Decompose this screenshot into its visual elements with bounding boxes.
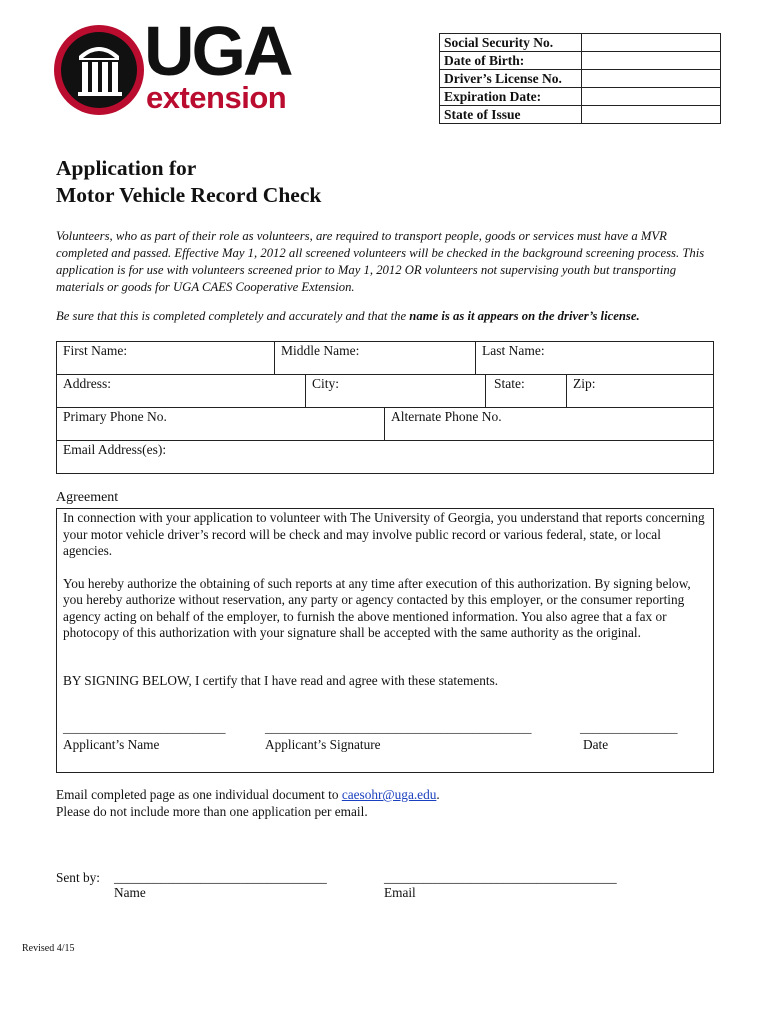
sent-by-name-line[interactable]: ________________________________ [114, 870, 327, 885]
first-name-field[interactable] [56, 341, 275, 375]
dob-label: Date of Birth: [440, 52, 582, 70]
logo-subtitle: extension [146, 80, 287, 115]
instruction-text: Be sure that this is completed completely and accurately and that the [56, 309, 410, 323]
sent-by-section [56, 870, 696, 906]
agreement-heading: Agreement [56, 490, 119, 505]
arch-columns-icon [61, 32, 137, 108]
first-name-label: First Name: [63, 343, 128, 358]
revision-note: Revised 4/15 [22, 943, 75, 954]
email-address-label: Email Address(es): [63, 442, 167, 457]
state-of-issue-field[interactable] [582, 106, 721, 124]
title-line-2: Motor Vehicle Record Check [56, 183, 322, 207]
applicant-signature-line[interactable]: _________________________________________ [265, 720, 532, 735]
logo-wordmark: UGA [144, 12, 291, 90]
zip-field[interactable] [566, 374, 714, 408]
table-row [440, 88, 721, 106]
email-instructions [56, 786, 440, 820]
table-row [440, 52, 721, 70]
last-name-field[interactable] [475, 341, 714, 375]
alternate-phone-field[interactable] [384, 407, 714, 441]
agreement-paragraph-1: In connection with your application to volunteer with The University of Georgia, you understand that reports concerning your motor vehicle driver’s record will be check and may involve public record or various federal, state, or local agencies. [63, 510, 705, 558]
signature-block [63, 720, 707, 760]
city-label: City: [312, 376, 340, 391]
middle-name-label: Middle Name: [281, 343, 360, 358]
email-instruction-text: Email completed page as one individual document to [56, 787, 342, 802]
state-field[interactable] [485, 374, 567, 408]
sent-by-label: Sent by: [56, 870, 100, 885]
sent-by-email-label: Email [384, 885, 416, 900]
intro-paragraph: Volunteers, who as part of their role as volunteers, are required to transport people, goods or services must have a MVR completed and passed. Effective May 1, 2012 all screened volunteers will be checked in the background screening process. This application is for use with volunteers screened prior to May 1, 2012 OR volunteers not supervising youth but transporting materials or goods for UGA CAES Cooperative Extension. [56, 229, 705, 294]
license-number-field[interactable] [582, 70, 721, 88]
date-line[interactable]: _______________ [580, 720, 678, 735]
agreement-box [56, 508, 714, 773]
applicant-name-line[interactable]: _________________________ [63, 720, 226, 735]
ssn-label: Social Security No. [440, 34, 582, 52]
expiration-date-field[interactable] [582, 88, 721, 106]
email-instruction-end: . [436, 787, 440, 802]
page-title [56, 155, 321, 209]
applicant-name-label: Applicant’s Name [63, 737, 160, 752]
address-label: Address: [63, 376, 111, 391]
date-label: Date [583, 737, 609, 752]
state-of-issue-label: State of Issue [440, 106, 582, 124]
title-line-1: Application for [56, 156, 197, 180]
dob-field[interactable] [582, 52, 721, 70]
instruction-emphasis: name is as it appears on the driver’s license. [409, 309, 640, 323]
ssn-field[interactable] [582, 34, 721, 52]
certification-statement: BY SIGNING BELOW, I certify that I have read and agree with these statements. [63, 672, 499, 688]
instruction-paragraph [56, 308, 716, 325]
last-name-label: Last Name: [482, 343, 545, 358]
license-number-label: Driver’s License No. [440, 70, 582, 88]
middle-name-field[interactable] [274, 341, 476, 375]
alternate-phone-label: Alternate Phone No. [391, 409, 502, 424]
agreement-paragraph-2: You hereby authorize the obtaining of such reports at any time after execution of this authorization. By signing below, you hereby authorize without reservation, any party or agency contacted by this employer, or the consumer reporting agency acting on behalf of the employer, to furnish the above mentioned information. You also agree that a fax or photocopy of this authorization with your signature shall be accepted with the same authority as the original. [63, 575, 691, 640]
table-row [440, 106, 721, 124]
primary-phone-field[interactable] [56, 407, 385, 441]
email-link[interactable]: caesohr@uga.edu [341, 787, 437, 802]
applicant-signature-label: Applicant’s Signature [265, 737, 381, 752]
address-field[interactable] [56, 374, 306, 408]
table-row [440, 34, 721, 52]
email-address-field[interactable] [56, 440, 714, 474]
state-label: State: [494, 376, 525, 391]
expiration-date-label: Expiration Date: [440, 88, 582, 106]
primary-phone-label: Primary Phone No. [63, 409, 167, 424]
sent-by-email-line[interactable]: ___________________________________ [384, 870, 617, 885]
table-row [440, 70, 721, 88]
zip-label: Zip: [573, 376, 596, 391]
city-field[interactable] [305, 374, 486, 408]
sent-by-name-label: Name [114, 885, 146, 900]
single-application-note: Please do not include more than one application per email. [56, 804, 368, 819]
id-info-table [439, 33, 721, 124]
